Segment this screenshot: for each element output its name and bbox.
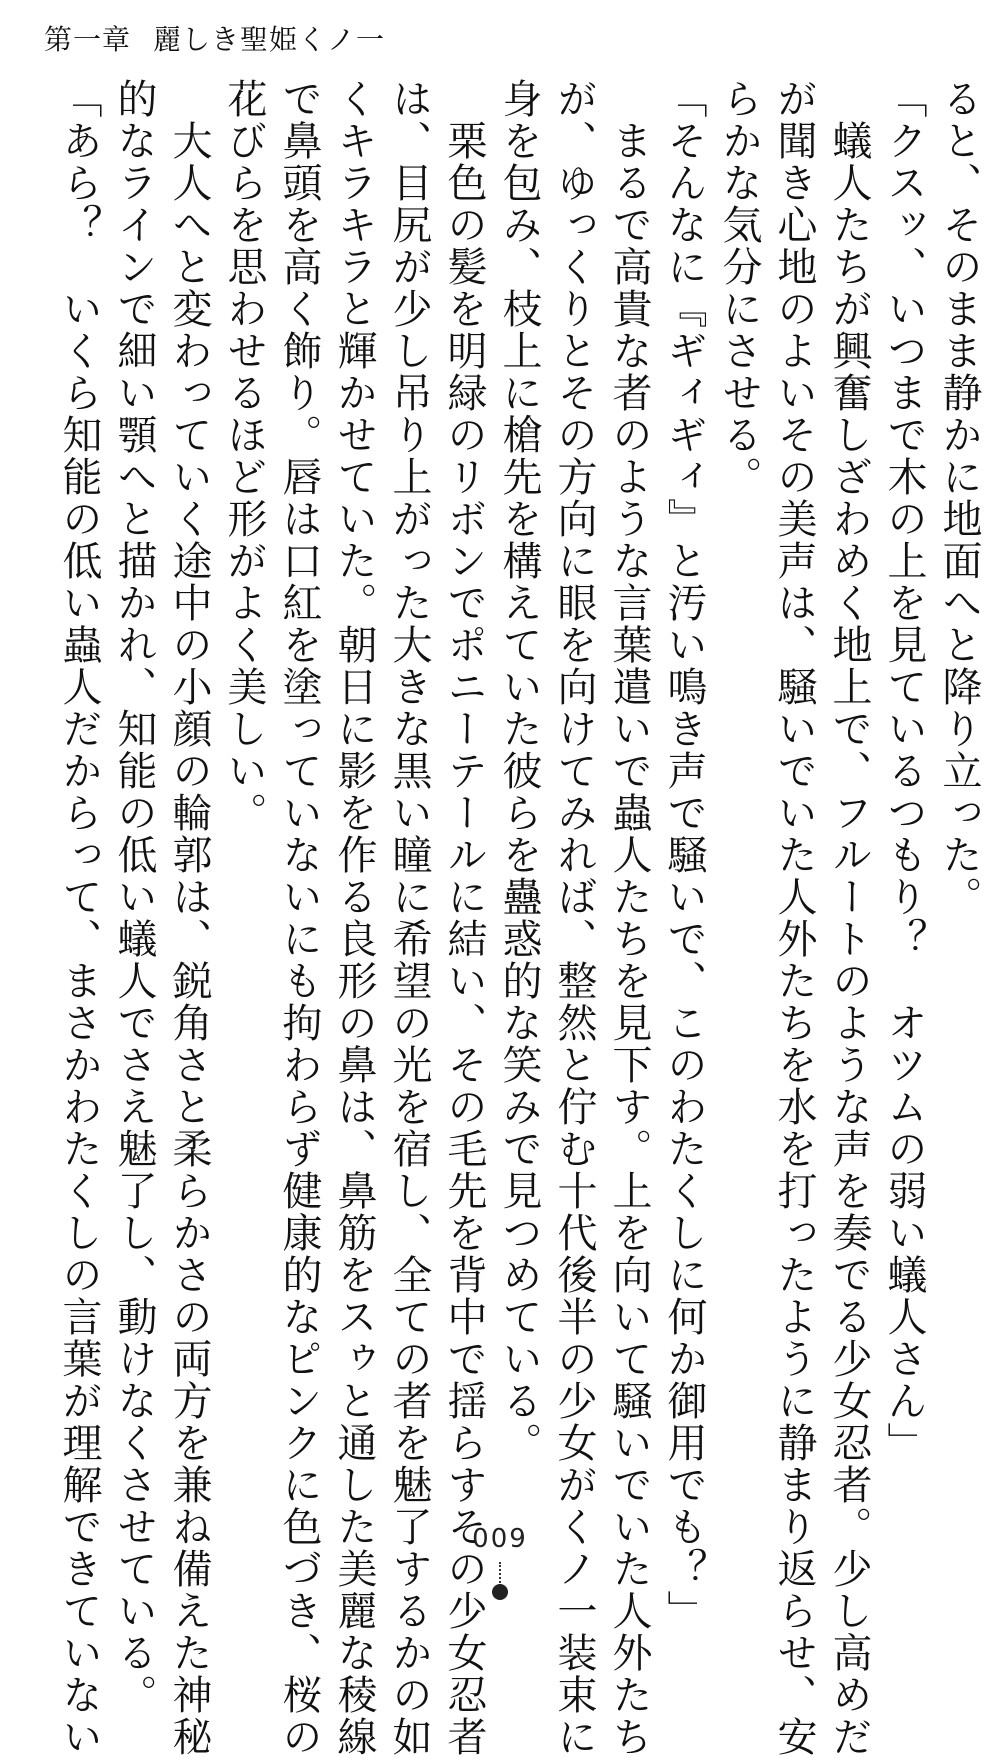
text-line: らかな気分にさせる。 (716, 78, 762, 498)
text-line: が聞き心地のよいその美声は、騒いでいた人外たちを水を打ったように静まり返らせ、安 (771, 78, 817, 1758)
ornament-dot (492, 1584, 508, 1600)
text-line: くキラキラと輝かせていた。朝日に影を作る良形の鼻は、鼻筋をスゥと通した美麗な稜線 (331, 78, 377, 1758)
chapter-number: 第一章 (44, 23, 132, 56)
text-line: 大人へと変わっていく途中の小顔の輪郭は、鋭角さと柔らかさの両方を兼ね備えた神秘 (166, 78, 212, 1758)
chapter-title: 麗しき聖姫くノ一 (153, 23, 386, 56)
text-line: 栗色の髪を明緑のリボンでポニーテールに結い、その毛先を背中で揺らすその少女忍者 (441, 78, 487, 1758)
text-line: まるで高貴な者のような言葉遣いで蟲人たちを見下す。上を向いて騒いでいた人外たち (606, 78, 652, 1758)
page-number: 009 (472, 1524, 528, 1554)
text-line: ると、そのまま静かに地面へと降り立った。 (936, 78, 982, 918)
text-line: 身を包み、枝上に槍先を構えていた彼らを蠱惑的な笑みで見つめている。 (496, 78, 542, 1464)
running-header (44, 18, 385, 58)
text-line: 蟻人たちが興奮しざわめく地上で、フルートのような声を奏でる少女忍者。少し高めだ (826, 78, 872, 1758)
text-line: 「クスッ、いつまで木の上を見ているつもり？ オツムの弱い蟻人さん」 (881, 78, 927, 1464)
folio-ornament (492, 1562, 508, 1602)
text-line: は、目尻が少し吊り上がった大きな黒い瞳に希望の光を宿し、全ての者を魅了するかの如 (386, 78, 432, 1758)
text-line: 「そんなに『ギィギィ』と汚い鳴き声で騒いで、このわたくしに何か御用でも？」 (661, 78, 707, 1632)
text-line: が、ゆっくりとその方向に眼を向けてみれば、整然と佇む十代後半の少女がくノ一装束に (551, 78, 597, 1758)
text-line: で鼻頭を高く飾り。唇は口紅を塗っていないにも拘わらず健康的なピンクに色づき、桜の (276, 78, 322, 1758)
text-line: 「あら？ いくら知能の低い蟲人だからって、まさかわたくしの言葉が理解できていない (56, 78, 102, 1758)
text-line: 的なラインで細い顎へと描かれ、知能の低い蟻人でさえ魅了し、動けなくさせている。 (111, 78, 157, 1716)
text-line: 花びらを思わせるほど形がよく美しい。 (221, 78, 267, 834)
ornament-stem (499, 1562, 501, 1586)
